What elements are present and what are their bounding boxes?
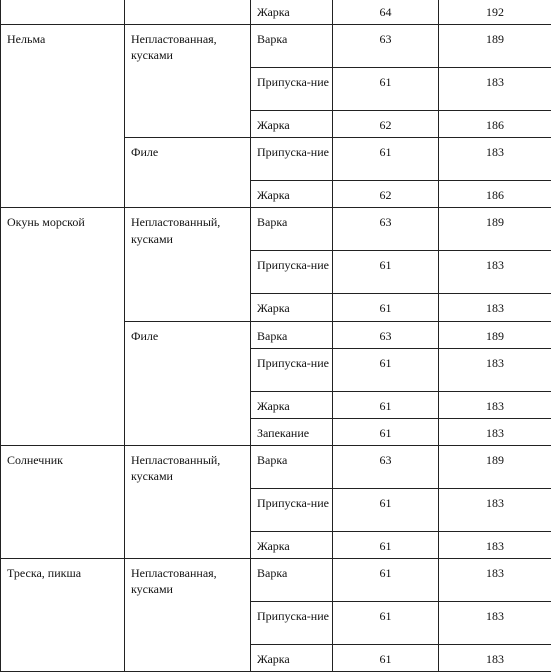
table-row: [1, 531, 551, 558]
value-cell-2: 183: [439, 559, 551, 602]
fish-name-cell: [1, 321, 125, 348]
value-cell-1: 61: [333, 294, 439, 321]
table-row: [1, 602, 551, 645]
fish-name-cell: [1, 602, 125, 645]
fish-name-cell: Треска, пикша: [1, 559, 125, 602]
value-cell-2: 183: [439, 68, 551, 111]
value-cell-1: 61: [333, 68, 439, 111]
value-cell-2: 183: [439, 531, 551, 558]
value-cell-2: 189: [439, 321, 551, 348]
table-row: [1, 391, 551, 418]
method-cell: Припуска-ние: [251, 68, 333, 111]
method-cell: Жарка: [251, 0, 333, 25]
value-cell-1: 63: [333, 321, 439, 348]
table-row: [1, 294, 551, 321]
value-cell-1: 61: [333, 418, 439, 445]
fish-name-cell: [1, 348, 125, 391]
cut-cell: [125, 0, 251, 25]
cut-cell: [125, 488, 251, 531]
method-cell: Жарка: [251, 181, 333, 208]
fish-name-cell: Солнечник: [1, 446, 125, 489]
value-cell-2: 183: [439, 418, 551, 445]
method-cell: Припуска-ние: [251, 348, 333, 391]
fish-name-cell: [1, 294, 125, 321]
cut-cell: Непластованная, кусками: [125, 25, 251, 68]
cut-cell: [125, 181, 251, 208]
value-cell-2: 183: [439, 138, 551, 181]
fish-name-cell: [1, 251, 125, 294]
fish-name-cell: Нельма: [1, 25, 125, 68]
cut-cell: Непластованная, кусками: [125, 559, 251, 602]
cut-cell: Филе: [125, 138, 251, 181]
value-cell-2: 183: [439, 645, 551, 672]
fish-name-cell: [1, 0, 125, 25]
table-row: [1, 559, 551, 602]
fish-name-cell: [1, 488, 125, 531]
value-cell-1: 61: [333, 559, 439, 602]
table-row: [1, 348, 551, 391]
table-row: [1, 321, 551, 348]
cut-cell: [125, 602, 251, 645]
table-row: [1, 25, 551, 68]
method-cell: Припуска-ние: [251, 488, 333, 531]
cut-cell: [125, 251, 251, 294]
fish-name-cell: [1, 531, 125, 558]
method-cell: Припуска-ние: [251, 602, 333, 645]
cut-cell: [125, 531, 251, 558]
value-cell-2: 189: [439, 446, 551, 489]
value-cell-2: 183: [439, 251, 551, 294]
method-cell: Припуска-ние: [251, 138, 333, 181]
value-cell-1: 61: [333, 531, 439, 558]
cut-cell: Филе: [125, 321, 251, 348]
method-cell: Жарка: [251, 294, 333, 321]
value-cell-1: 61: [333, 645, 439, 672]
value-cell-1: 61: [333, 602, 439, 645]
value-cell-1: 61: [333, 391, 439, 418]
cut-cell: Непластованный, кусками: [125, 208, 251, 251]
value-cell-1: 62: [333, 111, 439, 138]
value-cell-1: 64: [333, 0, 439, 25]
value-cell-2: 189: [439, 208, 551, 251]
method-cell: Жарка: [251, 531, 333, 558]
value-cell-2: 183: [439, 294, 551, 321]
method-cell: Припуска-ние: [251, 251, 333, 294]
value-cell-1: 63: [333, 446, 439, 489]
fish-name-cell: [1, 68, 125, 111]
value-cell-2: 183: [439, 391, 551, 418]
cut-cell: [125, 294, 251, 321]
cut-cell: [125, 645, 251, 672]
value-cell-1: 61: [333, 348, 439, 391]
table-row: [1, 251, 551, 294]
table-row: [1, 111, 551, 138]
value-cell-1: 61: [333, 488, 439, 531]
value-cell-2: 183: [439, 488, 551, 531]
method-cell: Запекание: [251, 418, 333, 445]
fish-name-cell: [1, 138, 125, 181]
table-row: [1, 446, 551, 489]
table-row: [1, 418, 551, 445]
cut-cell: [125, 418, 251, 445]
method-cell: Варка: [251, 208, 333, 251]
fish-name-cell: Окунь морской: [1, 208, 125, 251]
value-cell-1: 62: [333, 181, 439, 208]
fish-name-cell: [1, 181, 125, 208]
cut-cell: [125, 348, 251, 391]
method-cell: Варка: [251, 559, 333, 602]
fish-name-cell: [1, 391, 125, 418]
fish-name-cell: [1, 645, 125, 672]
cut-cell: [125, 68, 251, 111]
method-cell: Варка: [251, 446, 333, 489]
value-cell-1: 63: [333, 25, 439, 68]
value-cell-2: 192: [439, 0, 551, 25]
method-cell: Варка: [251, 321, 333, 348]
cut-cell: Непластованный, кусками: [125, 446, 251, 489]
table-row: [1, 138, 551, 181]
table-row: [1, 68, 551, 111]
method-cell: Жарка: [251, 391, 333, 418]
value-cell-2: 183: [439, 348, 551, 391]
value-cell-2: 186: [439, 111, 551, 138]
table-row: [1, 645, 551, 672]
method-cell: Варка: [251, 25, 333, 68]
value-cell-1: 61: [333, 251, 439, 294]
value-cell-2: 183: [439, 602, 551, 645]
cut-cell: [125, 391, 251, 418]
table-row: [1, 181, 551, 208]
cut-cell: [125, 111, 251, 138]
fish-name-cell: [1, 111, 125, 138]
table-row: [1, 208, 551, 251]
fish-name-cell: [1, 418, 125, 445]
value-cell-1: 61: [333, 138, 439, 181]
table-row: [1, 0, 551, 25]
method-cell: Жарка: [251, 645, 333, 672]
method-cell: Жарка: [251, 111, 333, 138]
value-cell-1: 63: [333, 208, 439, 251]
value-cell-2: 186: [439, 181, 551, 208]
value-cell-2: 189: [439, 25, 551, 68]
table-row: [1, 488, 551, 531]
